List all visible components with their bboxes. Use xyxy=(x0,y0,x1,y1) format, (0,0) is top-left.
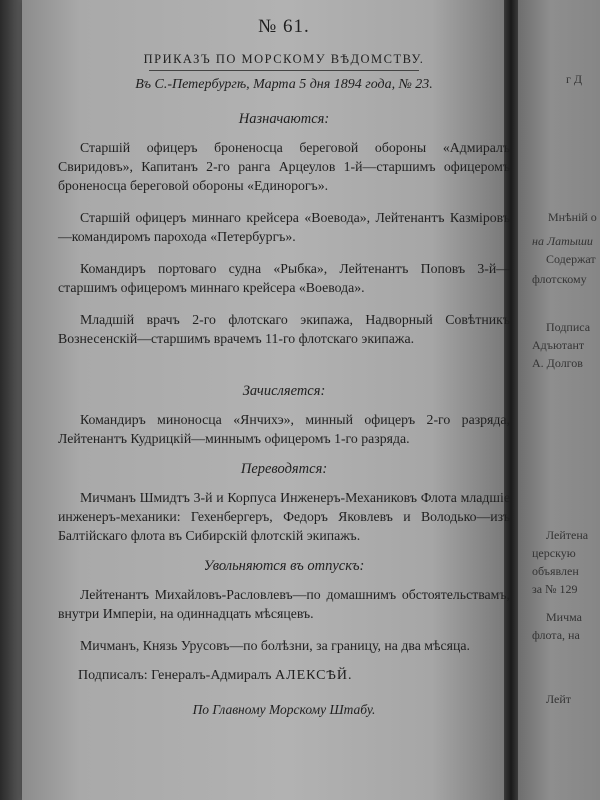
next-page-fragment: г Д xyxy=(566,72,583,86)
next-page-fragment: флотскому xyxy=(532,272,587,286)
next-page-fragment: Лейтена xyxy=(546,528,589,542)
paragraph: Старшій офицеръ броненосца береговой обороны «Адмиралъ Свиридовъ», Капитанъ 2-го ранга Арцеулов 1-й—старшимъ офицеромъ броненосца береговой обороны «Единорогъ». xyxy=(58,140,510,193)
next-page-fragment: Лейт xyxy=(546,692,572,706)
spacer xyxy=(58,361,510,383)
page-number: № 61. xyxy=(258,16,310,37)
next-page-fragment: флота, на xyxy=(532,628,580,642)
paragraph: Мичманъ Шмидтъ 3-й и Корпуса Инженеръ-Механиковъ Флота младшіе инженеръ-механики: Гехенбергеръ, Федоръ Яковлевъ и Володько—изъ Балтійскаго флота въ Сибирскій флотскій экипажъ. xyxy=(58,490,510,543)
next-page-fragment: за № 129 xyxy=(532,582,578,596)
signature-label: Подписалъ: Генералъ-Адмиралъ xyxy=(78,668,272,683)
section-heading-leave: Увольняются въ отпускъ: xyxy=(203,558,365,574)
order-date-line: Въ С.-Петербургѣ, Марта 5 дня 1894 года, № 23. xyxy=(135,77,433,92)
next-page-fragment: А. Долгов xyxy=(532,356,583,370)
signature-line xyxy=(58,668,510,684)
section-heading-transferred: Переводятся: xyxy=(240,461,328,477)
paragraph: Младшій врачъ 2-го флотскаго экипажа, Надворный Совѣтникъ Вознесенскій—старшимъ врачемъ 11-го флотскаго экипажа. xyxy=(58,312,510,346)
paragraph: Старшій офицеръ миннаго крейсера «Воевода», Лейтенантъ Казміровъ—командиромъ парохода «Петербургъ». xyxy=(58,210,510,244)
section-heading-appointed: Назначаются: xyxy=(238,111,330,127)
next-page-fragment: Адъютант xyxy=(532,338,585,352)
next-page-fragment: Содержат xyxy=(546,252,596,266)
next-page-fragment: на Латыши xyxy=(532,234,593,248)
paragraph: Мичманъ, Князь Урусовъ—по болѣзни, за границу, на два мѣсяца. xyxy=(80,638,470,653)
next-page-fragment: Мнѣній о xyxy=(548,210,597,224)
previous-page-edge xyxy=(0,0,22,800)
next-page-fragment: объявлен xyxy=(532,564,579,578)
paragraph: Командиръ миноносца «Янчихэ», минный офицеръ 2-го разряда, Лейтенантъ Кудрицкій—миннымъ офицеромъ 1-го разряда. xyxy=(58,412,510,446)
page-content xyxy=(58,8,510,718)
section-heading-enrolled: Зачисляется: xyxy=(242,383,326,399)
footer-staff-line: По Главному Морскому Штабу. xyxy=(192,702,376,717)
next-page xyxy=(518,0,600,800)
order-title: ПРИКАЗЪ ПО МОРСКОМУ ВѢДОМСТВУ. xyxy=(143,52,425,66)
paragraph: Командиръ портоваго судна «Рыбка», Лейтенантъ Поповъ 3-й—старшимъ офицеромъ миннаго крейсера «Воевода». xyxy=(58,261,510,295)
paragraph: Лейтенантъ Михайловъ-Расловлевъ—по домашнимъ обстоятельствамъ, внутри Имперіи, на одиннадцать мѣсяцевъ. xyxy=(58,587,510,621)
next-page-fragment: церскую xyxy=(532,546,576,560)
next-page-fragment: Мичма xyxy=(546,610,582,624)
next-page-fragment: Подписа xyxy=(546,320,591,334)
title-underline xyxy=(149,70,419,71)
signature-name: АЛЕКСѢЙ. xyxy=(274,668,353,683)
